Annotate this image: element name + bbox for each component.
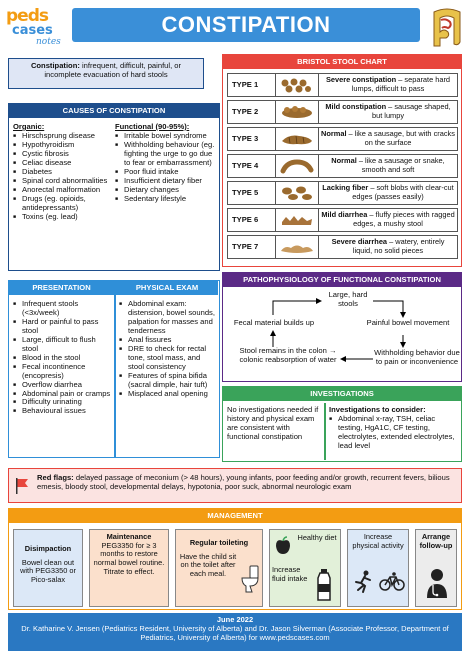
toileting-title: Regular toileting xyxy=(189,538,249,547)
list-item: ■ Overflow diarrhea xyxy=(13,381,111,390)
bristol-type: TYPE 3 xyxy=(227,127,276,151)
bristol-description xyxy=(319,73,458,97)
toilet-icon xyxy=(240,564,260,594)
pathophysiology-header: PATHOPHYSIOLOGY OF FUNCTIONAL CONSTIPATION xyxy=(223,273,461,287)
maintenance-title: Maintenance xyxy=(106,532,152,541)
bristol-desc-bold: Mild diarrhea xyxy=(321,210,368,220)
bristol-description xyxy=(319,181,458,205)
list-item: ■ Anal fissures xyxy=(119,336,217,345)
list-item: ■ Hard or painful to pass stool xyxy=(13,318,111,336)
fluid-intake-text: Increase fluid intake xyxy=(272,565,308,583)
bristol-row xyxy=(227,100,458,124)
list-item: ■ Blood in the stool xyxy=(13,354,111,363)
toileting-box xyxy=(175,529,263,607)
definition-box xyxy=(8,58,204,89)
bristol-desc-bold: Lacking fiber xyxy=(322,183,369,193)
list-item: ■ Infrequent stools (<3x/week) xyxy=(13,300,111,318)
follow-up-text: Arrange follow-up xyxy=(419,532,453,550)
bristol-type: TYPE 1 xyxy=(227,73,276,97)
list-item: ■ Poor fluid intake xyxy=(115,168,217,177)
list-item: ■ Misplaced anal opening xyxy=(119,390,217,399)
list-item: ■ DRE to check for rectal tone, stool mass, and stool consistency xyxy=(119,345,217,372)
bristol-type: TYPE 5 xyxy=(227,181,276,205)
bristol-desc-bold: Mild constipation xyxy=(325,102,387,112)
list-item: ■ Abdominal pain or cramps xyxy=(13,390,111,399)
list-item: ■ Abdominal x-ray, TSH, celiac testing, HgA1C, CF testing, electrolytes, extended electrolytes, lead level xyxy=(329,415,459,451)
red-flag-icon xyxy=(14,477,30,495)
organic-heading: Organic: xyxy=(13,122,45,131)
list-item: ■ Sedentary lifestyle xyxy=(115,195,217,204)
bristol-desc-bold: Severe constipation xyxy=(325,75,397,85)
stool-type5-icon xyxy=(276,181,319,205)
logo-peds-text: peds xyxy=(6,6,48,26)
page-title: CONSTIPATION xyxy=(161,12,331,37)
stool-type4-icon xyxy=(276,154,319,178)
functional-column xyxy=(115,123,217,204)
list-item: ■ Cystic fibrosis xyxy=(13,150,111,159)
intestine-icon xyxy=(428,4,466,50)
definition-term: Constipation: xyxy=(30,61,80,70)
red-flags-box xyxy=(8,468,462,503)
list-item: ■ Anorectal malformation xyxy=(13,186,111,195)
bristol-row xyxy=(227,235,458,259)
presentation-section xyxy=(8,280,220,458)
bristol-type: TYPE 4 xyxy=(227,154,276,178)
bristol-desc-text: – like a sausage, but with cracks on the surface xyxy=(346,129,455,147)
physical-exam-list xyxy=(119,300,217,398)
bicycle-icon xyxy=(379,572,405,592)
list-item: ■ Spinal cord abnormalities xyxy=(13,177,111,186)
bristol-type: TYPE 7 xyxy=(227,235,276,259)
stool-type6-icon xyxy=(276,208,319,232)
investigations-left-text: No investigations needed if history and physical exam are consistent with functional constipation xyxy=(227,405,319,441)
water-bottle-icon xyxy=(316,568,332,602)
bristol-desc-text: – fluffy pieces with ragged edges, a mushy stool xyxy=(353,210,455,228)
stool-type1-icon xyxy=(276,73,319,97)
bristol-description xyxy=(319,208,458,232)
investigations-right: Investigations to consider: ■ Abdominal x-ray, TSH, celiac testing, HgA1C, CF testing, electrolytes, extended electrolytes, lead level xyxy=(329,406,459,451)
bristol-desc-text: – like a sausage or snake, smooth and soft xyxy=(356,156,445,174)
patho-large-hard-stools: Large, hard stools xyxy=(328,290,368,308)
definition-text: infrequent, difficult, painful, or incomplete evacuation of hard stools xyxy=(44,61,182,79)
bristol-row xyxy=(227,154,458,178)
logo-cases-text: cases xyxy=(12,23,53,38)
stool-type7-icon xyxy=(276,235,319,259)
list-item: ■ Hypothyroidism xyxy=(13,141,111,150)
patho-reabsorption: Stool remains in the colon → colonic reabsorption of water xyxy=(239,346,337,364)
bristol-row xyxy=(227,127,458,151)
logo-notes-text: notes xyxy=(36,37,61,47)
bristol-desc-bold: Normal xyxy=(331,156,357,166)
stool-type2-icon xyxy=(276,100,319,124)
physical-exam-header: PHYSICAL EXAM xyxy=(116,281,218,295)
apple-icon xyxy=(274,536,292,556)
presentation-list xyxy=(13,300,111,416)
list-item: ■ Withholding behaviour (eg. fighting the urge to go due to fear or embarrassment) xyxy=(115,141,217,168)
organic-list xyxy=(13,132,111,222)
management-section xyxy=(8,508,462,610)
functional-heading: Functional (90-95%): xyxy=(115,122,190,131)
bristol-desc-bold: Normal xyxy=(321,129,347,139)
list-item: ■ Diabetes xyxy=(13,168,111,177)
investigations-divider xyxy=(324,403,326,460)
pathophysiology-section xyxy=(222,272,462,382)
footer-date: June 2022 xyxy=(216,615,254,624)
maintenance-text: PEG3350 for ≥ 3 months to restore normal bowel routine. Titrate to effect. xyxy=(93,540,165,576)
patho-fecal-buildup: Fecal material builds up xyxy=(233,318,315,327)
bristol-desc-bold: Severe diarrhea xyxy=(331,237,388,247)
list-item: ■ Toxins (eg. lead) xyxy=(13,213,111,222)
list-item: ■ Hirschsprung disease xyxy=(13,132,111,141)
bristol-type: TYPE 2 xyxy=(227,100,276,124)
stool-type3-icon xyxy=(276,127,319,151)
bristol-stool-chart xyxy=(222,54,462,267)
header xyxy=(0,0,469,55)
bristol-type: TYPE 6 xyxy=(227,208,276,232)
healthy-diet-text: Healthy diet xyxy=(297,533,337,542)
causes-header: CAUSES OF CONSTIPATION xyxy=(9,104,219,118)
bristol-row xyxy=(227,73,458,97)
activity-box xyxy=(347,529,409,607)
list-item: ■ Insufficient dietary fiber xyxy=(115,177,217,186)
causes-section xyxy=(8,103,220,271)
list-item: ■ Dietary changes xyxy=(115,186,217,195)
patho-withholding: Withholding behavior due to pain or inconvenience xyxy=(374,348,460,366)
list-item: ■ Drugs (eg. opioids, antidepressants) xyxy=(13,195,111,213)
bristol-desc-text: – sausage shaped, but lumpy xyxy=(371,102,451,120)
list-item: ■ Abdominal exam: distension, bowel sounds, palpation for masses and tenderness xyxy=(119,300,217,336)
footer xyxy=(8,613,462,651)
red-flags-text xyxy=(37,474,457,492)
red-flags-label: Red flags: xyxy=(37,473,74,482)
list-item: ■ Behavioural issues xyxy=(13,407,111,416)
list-item: ■ Celiac disease xyxy=(13,159,111,168)
investigations-section xyxy=(222,386,462,462)
management-header: MANAGEMENT xyxy=(9,509,461,523)
disimpaction-title: Disimpaction xyxy=(24,544,72,553)
list-item: ■ Difficulty urinating xyxy=(13,398,111,407)
bristol-header: BRISTOL STOOL CHART xyxy=(223,55,461,69)
investigations-right-heading: Investigations to consider xyxy=(329,405,424,414)
bristol-row xyxy=(227,181,458,205)
diet-fluid-box xyxy=(269,529,341,607)
footer-credits: Dr. Katharine V. Jensen (Pediatrics Resident, University of Alberta) and Dr. Jason Silverman (Associate Professor, Department of Pediatrics, University of Alberta) for www.pedscases.com xyxy=(21,623,449,642)
investigations-header: INVESTIGATIONS xyxy=(223,387,461,401)
doctor-icon xyxy=(425,568,449,598)
list-item: ■ Fecal incontinence (encopresis) xyxy=(13,363,111,381)
functional-list xyxy=(115,132,217,204)
bristol-desc-text: – separate hard lumps, difficult to pass xyxy=(351,75,451,93)
disimpaction-box xyxy=(13,529,83,607)
bristol-description xyxy=(319,235,458,259)
bristol-row xyxy=(227,208,458,232)
list-item: ■ Features of spina bifida (sacral dimple, hair tuft) xyxy=(119,372,217,390)
toileting-text: Have the child sit on the toilet after each meal. xyxy=(179,551,237,579)
bristol-desc-text: – watery, entirely liquid, no solid pieces xyxy=(352,237,445,255)
presentation-header: PRESENTATION xyxy=(9,281,114,295)
bristol-description xyxy=(319,127,458,151)
activity-text: Increase physical activity xyxy=(352,532,404,550)
follow-up-box xyxy=(415,529,457,607)
bristol-desc-text: – soft blobs with clear-cut edges (passes easily) xyxy=(352,183,454,201)
disimpaction-text: Bowel clean out with PEG3350 or Pico-salax xyxy=(20,557,76,585)
red-flags-list: delayed passage of meconium (> 48 hours), young infants, poor feeding and/or growth, recurrent fevers, bilious emesis, bloody stool, developmental delays, hypotonia, poor suck, abnormal neurologic exam xyxy=(37,473,450,491)
maintenance-box xyxy=(89,529,169,607)
list-item: ■ Large, difficult to flush stool xyxy=(13,336,111,354)
organic-column xyxy=(13,123,111,221)
investigations-list xyxy=(329,415,459,451)
bristol-description xyxy=(319,100,458,124)
patho-painful-bowel: Painful bowel movement xyxy=(366,318,450,327)
pedscases-logo xyxy=(6,4,66,52)
list-item: ■ Irritable bowel syndrome xyxy=(115,132,217,141)
bristol-description xyxy=(319,154,458,178)
running-icon xyxy=(352,570,376,594)
column-divider xyxy=(114,281,116,457)
